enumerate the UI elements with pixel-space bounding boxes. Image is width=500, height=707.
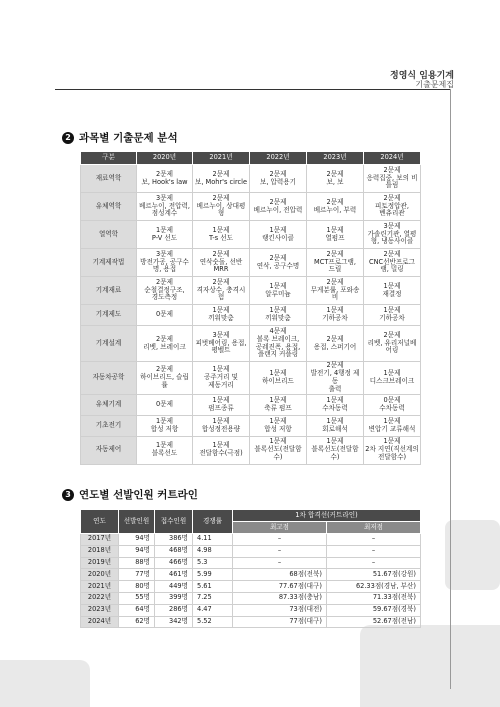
table-cell: 4.47: [193, 604, 233, 616]
table-cell: 62.33점(경남, 부산): [327, 581, 421, 593]
table-cell: 1문제 축류 펌프: [250, 394, 307, 415]
table-cell: 1문제 공주거리 및 제동거리: [193, 362, 250, 395]
subject-cell: 기계제도: [81, 305, 137, 326]
table-row: [81, 277, 421, 305]
table-cell: 2문제 용접, 스퍼기어: [307, 326, 364, 362]
year-cell: 2023년: [81, 604, 119, 616]
table-cell: 68점(전북): [233, 569, 327, 581]
table-cell: 2문제 보, 압력용기: [250, 165, 307, 193]
subject-cell: 자동차공학: [81, 362, 137, 395]
column-header: 접수인원: [155, 510, 193, 534]
table-cell: 2문제 베르누이, 부력: [307, 193, 364, 221]
header-author: 정영식 임용기계: [390, 71, 454, 81]
year-cell: 2018년: [81, 545, 119, 557]
table-cell: 0문제 수차동력: [364, 394, 421, 415]
table-row: [81, 592, 421, 604]
table-cell: 3문제 방전가공, 공구수 명, 용접: [137, 249, 193, 277]
background-gear-shape: [445, 520, 500, 590]
table-cell: 1문제 2차 지연(직선계의 전달함수): [364, 436, 421, 464]
table-cell: 94명: [119, 534, 155, 546]
table-cell: 1문제 끼워맞춤: [193, 305, 250, 326]
table-cell: 4.98: [193, 545, 233, 557]
year-cell: 2019년: [81, 557, 119, 569]
table-cell: 399명: [155, 592, 193, 604]
header-rule: [55, 89, 450, 90]
column-header: 1차 합격선(커트라인): [233, 510, 421, 522]
table-cell: 2문제 순철결정구조, 경도측정: [137, 277, 193, 305]
table-cell: 1문제 합성정전용량: [193, 415, 250, 436]
column-header: 경쟁률: [193, 510, 233, 534]
table-cell: 342명: [155, 616, 193, 628]
table-cell: 2문제 보, Hook's law: [137, 165, 193, 193]
table-row: [81, 415, 421, 436]
subject-analysis-table: [80, 151, 421, 465]
table-cell: 1문제 디스크브레이크: [364, 362, 421, 395]
table-cell: 1문제 수차동력: [307, 394, 364, 415]
table-cell: 386명: [155, 534, 193, 546]
table-row: [81, 362, 421, 395]
table-cell: –: [233, 534, 327, 546]
table-cell: –: [327, 545, 421, 557]
table-cell: 449명: [155, 581, 193, 593]
table-cell: 3문제 가솔린기관, 열평 형, 냉동사이클: [364, 221, 421, 249]
table-cell: 71.33점(전북): [327, 592, 421, 604]
table-cell: 1문제 블록선도(전달함수): [250, 436, 307, 464]
table-cell: 1문제 열펌프: [307, 221, 364, 249]
column-header: 최고점: [233, 522, 327, 534]
table-cell: 77명: [119, 569, 155, 581]
table-cell: 62명: [119, 616, 155, 628]
table-cell: –: [327, 557, 421, 569]
table-row: [81, 165, 421, 193]
year-cell: 2022년: [81, 592, 119, 604]
subject-cell: 기계제작법: [81, 249, 137, 277]
column-header: 2020년: [137, 152, 193, 165]
table-cell: 2문제 격자상수, 충격시험: [193, 277, 250, 305]
section-number-badge: 3: [62, 489, 74, 501]
table-cell: 2문제 MCT프로그램, 드릴: [307, 249, 364, 277]
table-cell: 7.25: [193, 592, 233, 604]
section-title-subjects: [62, 130, 178, 145]
table-cell: 2문제 베르누이, 전압력: [250, 193, 307, 221]
table-cell: 59.67점(경북): [327, 604, 421, 616]
table-cell: 2문제 연삭, 공구수명: [250, 249, 307, 277]
table-row: [81, 604, 421, 616]
table-cell: 5.52: [193, 616, 233, 628]
subject-cell: 유체역학: [81, 193, 137, 221]
year-cell: 2024년: [81, 616, 119, 628]
table-cell: 1문제 재결정: [364, 277, 421, 305]
table-cell: 1문제 T-s 선도: [193, 221, 250, 249]
table-cell: 64명: [119, 604, 155, 616]
table-cell: 468명: [155, 545, 193, 557]
table-row: [81, 557, 421, 569]
table-cell: 2문제 리벳, 브레이크: [137, 326, 193, 362]
year-cell: 2021년: [81, 581, 119, 593]
table-cell: 5.3: [193, 557, 233, 569]
table-cell: 2문제 피토정압관, 벤츄리관: [364, 193, 421, 221]
table-cell: 2문제 베르누이, 상대평형: [193, 193, 250, 221]
table-cell: 1문제 끼워맞춤: [250, 305, 307, 326]
column-header: 2024년: [364, 152, 421, 165]
table-cell: 0문제: [137, 394, 193, 415]
column-header: 2022년: [250, 152, 307, 165]
subject-cell: 기초전기: [81, 415, 137, 436]
column-header: 선발인원: [119, 510, 155, 534]
table-cell: 466명: [155, 557, 193, 569]
table-cell: 80명: [119, 581, 155, 593]
table-cell: 1문제 펌프종류: [193, 394, 250, 415]
table-cell: 1문제 하이브리드: [250, 362, 307, 395]
column-header: 2021년: [193, 152, 250, 165]
section-title-text: 연도별 선발인원 커트라인: [79, 489, 198, 501]
table-cell: 5.61: [193, 581, 233, 593]
year-cell: 2017년: [81, 534, 119, 546]
table-cell: 87.33점(충남): [233, 592, 327, 604]
table-cell: 1문제 전달함수(극점): [193, 436, 250, 464]
subject-cell: 재료역학: [81, 165, 137, 193]
subject-cell: 열역학: [81, 221, 137, 249]
section-number-badge: 2: [62, 132, 74, 144]
subject-cell: 기계설계: [81, 326, 137, 362]
table-cell: 1문제 기하공차: [307, 305, 364, 326]
table-cell: 2문제 발전기, 4행정 제동 출력: [307, 362, 364, 395]
table-cell: –: [233, 557, 327, 569]
table-cell: 1문제 알루미늄: [250, 277, 307, 305]
table-row: [81, 193, 421, 221]
table-cell: 77.67점(대구): [233, 581, 327, 593]
subject-cell: 자동제어: [81, 436, 137, 464]
table-cell: 2문제 리벳, 유리저널베 어링: [364, 326, 421, 362]
cutline-table: [80, 509, 421, 628]
section-title-text: 과목별 기출문제 분석: [79, 132, 178, 144]
table-cell: 52.67점(전남): [327, 616, 421, 628]
table-cell: 4문제 볼록 브레이크, 공레진폭, 용접, 플랜지 커플링: [250, 326, 307, 362]
table-cell: –: [233, 545, 327, 557]
table-row: [81, 581, 421, 593]
table-cell: 77점(대구): [233, 616, 327, 628]
background-gear-shape: [360, 625, 500, 707]
table-cell: 1문제 블록선도(전달함수): [307, 436, 364, 464]
column-header: 2023년: [307, 152, 364, 165]
table-cell: 2문제 CNC선반프로그 램, 밀링: [364, 249, 421, 277]
table-cell: 1문제 변압기 교류해석: [364, 415, 421, 436]
table-cell: 2문제 응력집중, 보의 비 틀림: [364, 165, 421, 193]
table-cell: 94명: [119, 545, 155, 557]
table-row: [81, 569, 421, 581]
table-cell: 2문제 연삭숫돌, 선반 MRR: [193, 249, 250, 277]
table-row: [81, 616, 421, 628]
table-cell: 0문제: [137, 305, 193, 326]
table-cell: –: [327, 534, 421, 546]
table-cell: 2문제 보, Mohr's circle: [193, 165, 250, 193]
table-cell: 2문제 하이브리드, 슬립률: [137, 362, 193, 395]
table-cell: 51.67점(강원): [327, 569, 421, 581]
table-cell: 88명: [119, 557, 155, 569]
table-cell: 1문제 회로해석: [307, 415, 364, 436]
table-row: [81, 221, 421, 249]
table-cell: 286명: [155, 604, 193, 616]
column-header: 최저점: [327, 522, 421, 534]
table-row: [81, 326, 421, 362]
subject-cell: 기계재료: [81, 277, 137, 305]
year-cell: 2020년: [81, 569, 119, 581]
section-title-cutline: [62, 487, 198, 502]
subject-cell: 유체기계: [81, 394, 137, 415]
background-gear-shape: [0, 660, 90, 707]
column-header: 구분: [81, 152, 137, 165]
table-cell: 1문제 합성 저항: [137, 415, 193, 436]
table-cell: 1문제 합성 저항: [250, 415, 307, 436]
table-cell: 1문제 블록선도: [137, 436, 193, 464]
table-row: [81, 305, 421, 326]
page-margin-line: [450, 89, 451, 689]
header-book-title: 기출문제집: [415, 80, 454, 89]
table-cell: 2문제 무게분률, 포와송비: [307, 277, 364, 305]
table-cell: 461명: [155, 569, 193, 581]
table-row: [81, 545, 421, 557]
table-cell: 2문제 보, 보: [307, 165, 364, 193]
table-cell: 4.11: [193, 534, 233, 546]
table-cell: 73점(대전): [233, 604, 327, 616]
table-cell: 55명: [119, 592, 155, 604]
table-cell: 3문제 베르누이, 전압력, 점성계수: [137, 193, 193, 221]
column-header: 연도: [81, 510, 119, 534]
table-row: [81, 436, 421, 464]
table-cell: 1문제 기하공차: [364, 305, 421, 326]
table-row: [81, 394, 421, 415]
table-row: [81, 249, 421, 277]
table-cell: 3문제 피벗베어링, 용접, 평벨트: [193, 326, 250, 362]
table-cell: 1문제 P-V 선도: [137, 221, 193, 249]
table-cell: 1문제 랭킨사이클: [250, 221, 307, 249]
table-row: [81, 534, 421, 546]
table-cell: 5.99: [193, 569, 233, 581]
